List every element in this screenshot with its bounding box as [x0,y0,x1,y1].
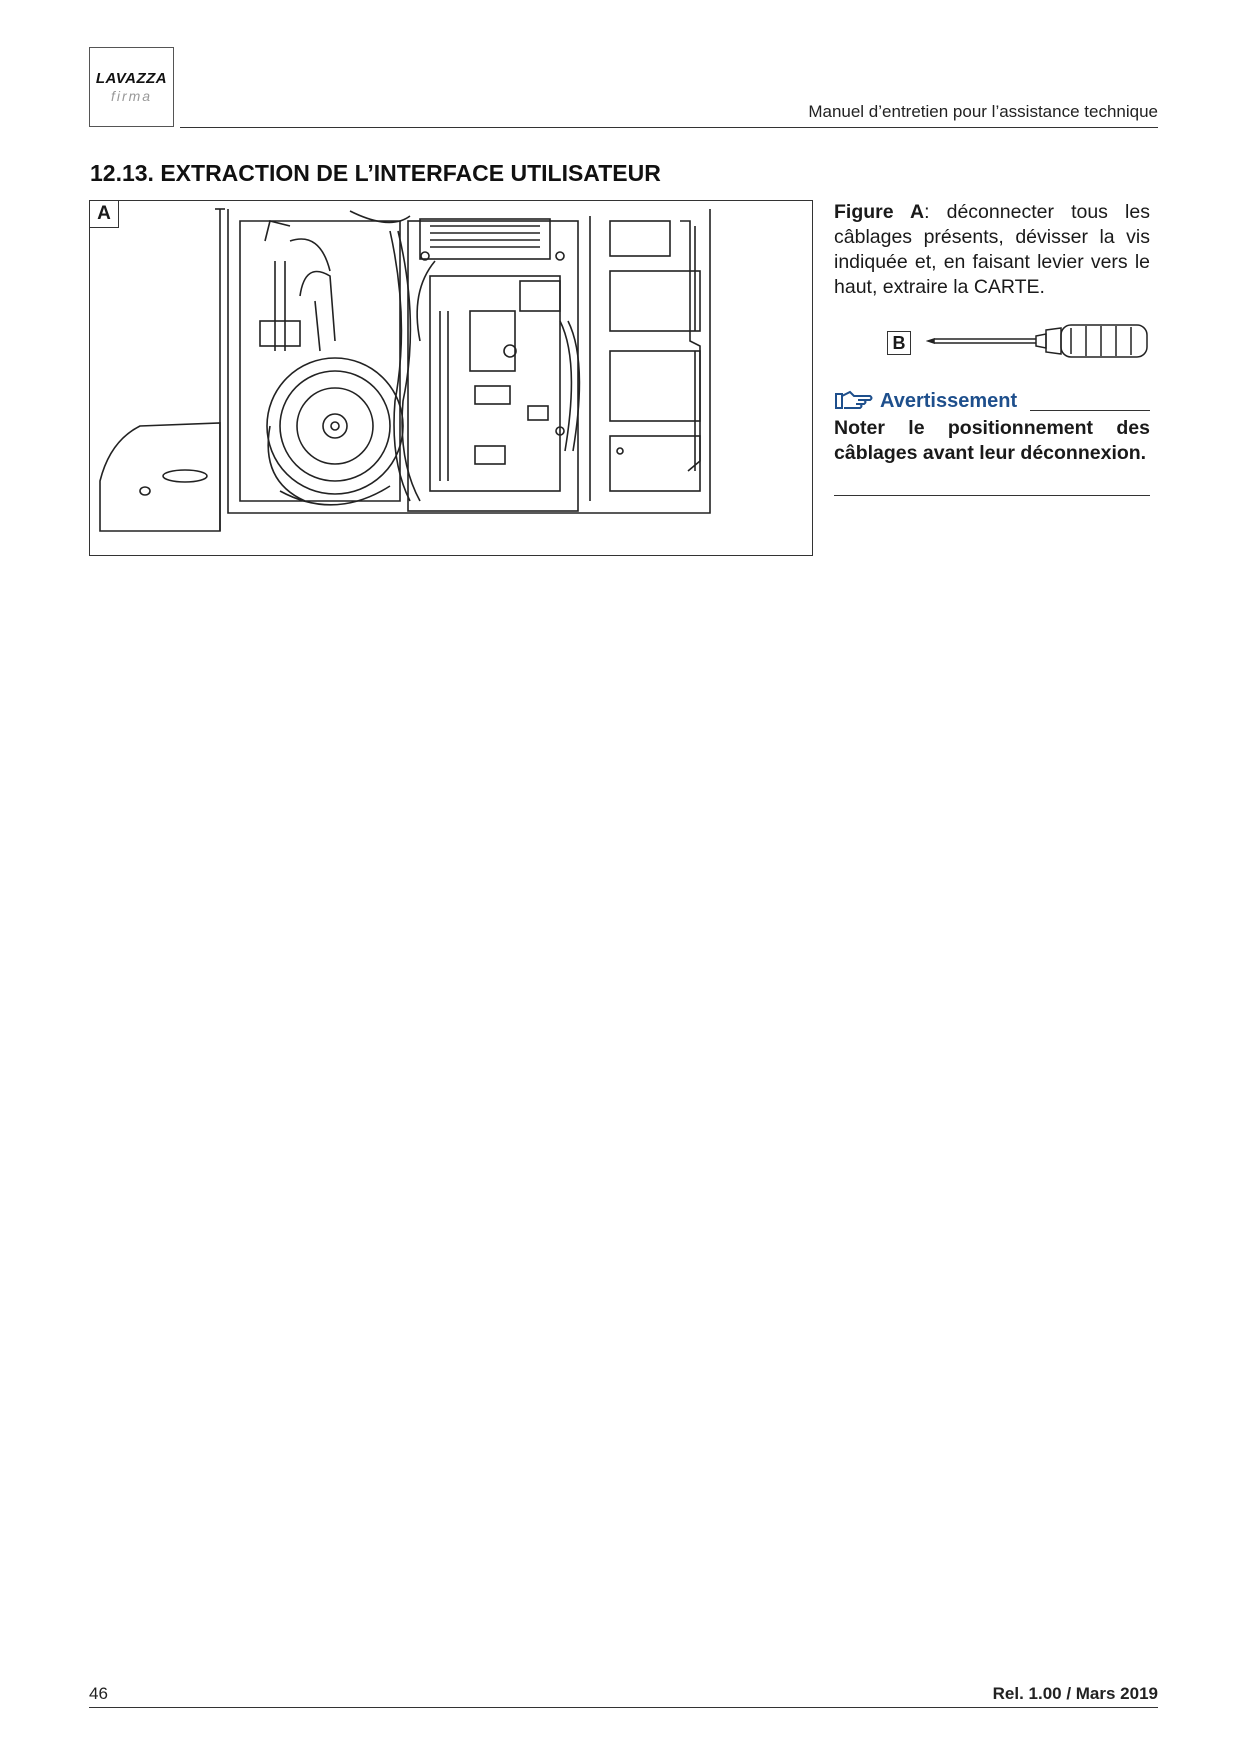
section-heading: 12.13. EXTRACTION DE L’INTERFACE UTILISATEUR [90,160,661,186]
warning-text: Noter le positionnement des câblages avant leur déconnexion. [834,417,1150,464]
brand-logo [89,47,174,127]
figure-a-illustration [89,200,813,556]
header-divider [180,127,1158,128]
page-number: 46 [89,1684,108,1703]
manual-title: Manuel d’entretien pour l’assistance technique [808,102,1158,121]
instruction-lead: Figure A [834,201,925,223]
instruction-text: : déconnecter tous les câblages présents, dévisser la vis indiquée et, en faisant levier vers le haut, extraire la CARTE. [834,201,1150,298]
release-info: Rel. 1.00 / Mars 2019 [992,1684,1158,1703]
logo-subline: firma [110,88,153,104]
warning-divider [1030,410,1150,411]
figure-a-instructions [834,200,1150,300]
pointing-hand-icon [834,388,874,412]
machine-interior-drawing [90,201,813,556]
figure-b-label: B [887,331,911,355]
warning-bottom-divider [834,495,1150,496]
warning-header [834,388,1150,416]
warning-title: Avertissement [880,390,1018,412]
figure-a-label: A [90,201,119,228]
footer-divider [89,1707,1158,1708]
screwdriver-icon [926,322,1152,360]
logo-wordmark: LAVAZZA [95,70,168,87]
